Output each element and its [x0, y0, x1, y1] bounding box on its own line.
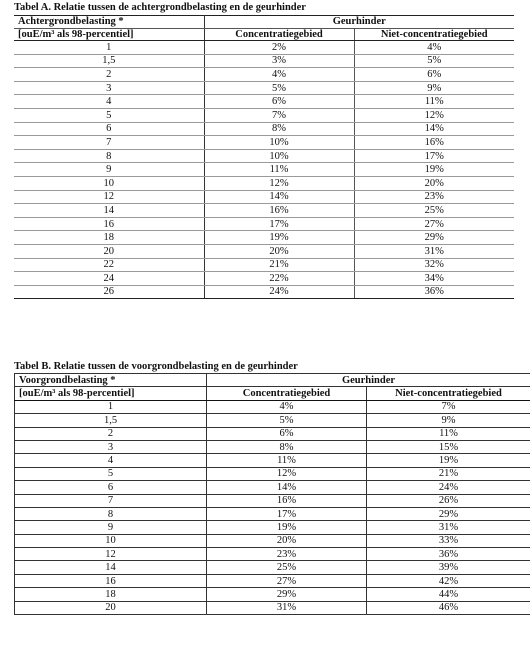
cell-load: 8 — [15, 507, 207, 520]
table-row — [15, 521, 530, 534]
cell-non-concentration: 44% — [367, 588, 530, 601]
table-row — [14, 81, 514, 95]
cell-non-concentration: 6% — [354, 68, 514, 82]
cell-load: 10 — [15, 534, 207, 547]
cell-non-concentration: 36% — [354, 285, 514, 299]
table-a — [14, 15, 514, 299]
table-a-header-non-concentration: Niet-concentratiegebied — [354, 28, 514, 41]
cell-load: 2 — [14, 68, 204, 82]
cell-load: 24 — [14, 272, 204, 286]
table-row — [15, 574, 530, 587]
table-row — [14, 136, 514, 150]
cell-concentration: 19% — [207, 521, 367, 534]
table-row — [15, 507, 530, 520]
cell-non-concentration: 26% — [367, 494, 530, 507]
cell-load: 6 — [15, 481, 207, 494]
table-b-header-non-concentration: Niet-concentratiegebied — [367, 387, 530, 400]
table-row — [14, 54, 514, 68]
cell-load: 20 — [15, 601, 207, 614]
cell-non-concentration: 5% — [354, 54, 514, 68]
cell-concentration: 7% — [204, 108, 354, 122]
cell-non-concentration: 11% — [367, 427, 530, 440]
cell-non-concentration: 46% — [367, 601, 530, 614]
cell-concentration: 2% — [204, 41, 354, 55]
table-row — [15, 440, 530, 453]
cell-concentration: 19% — [204, 231, 354, 245]
cell-non-concentration: 15% — [367, 440, 530, 453]
cell-concentration: 14% — [204, 190, 354, 204]
cell-concentration: 4% — [207, 400, 367, 413]
table-row — [14, 163, 514, 177]
cell-load: 4 — [15, 454, 207, 467]
cell-non-concentration: 4% — [354, 41, 514, 55]
table-a-title: Tabel A. Relatie tussen de achtergrondbelasting en de geurhinder — [14, 2, 306, 13]
table-b-title: Tabel B. Relatie tussen de voorgrondbelasting en de geurhinder — [14, 361, 298, 372]
cell-load: 18 — [15, 588, 207, 601]
table-b-header-group: Geurhinder — [207, 374, 530, 387]
table-row — [15, 400, 530, 413]
table-a-header-concentration: Concentratiegebied — [204, 28, 354, 41]
cell-non-concentration: 32% — [354, 258, 514, 272]
cell-concentration: 29% — [207, 588, 367, 601]
cell-load: 14 — [15, 561, 207, 574]
cell-concentration: 20% — [207, 534, 367, 547]
cell-concentration: 17% — [204, 217, 354, 231]
cell-load: 14 — [14, 204, 204, 218]
cell-non-concentration: 23% — [354, 190, 514, 204]
cell-concentration: 16% — [207, 494, 367, 507]
cell-concentration: 12% — [207, 467, 367, 480]
cell-non-concentration: 24% — [367, 481, 530, 494]
cell-concentration: 3% — [204, 54, 354, 68]
cell-load: 22 — [14, 258, 204, 272]
cell-concentration: 16% — [204, 204, 354, 218]
cell-non-concentration: 19% — [367, 454, 530, 467]
table-row — [15, 561, 530, 574]
cell-load: 2 — [15, 427, 207, 440]
cell-non-concentration: 17% — [354, 149, 514, 163]
cell-non-concentration: 9% — [367, 414, 530, 427]
table-a-header-group: Geurhinder — [204, 16, 514, 29]
cell-load: 5 — [14, 108, 204, 122]
cell-non-concentration: 21% — [367, 467, 530, 480]
cell-non-concentration: 29% — [354, 231, 514, 245]
table-row — [15, 427, 530, 440]
table-row — [14, 231, 514, 245]
cell-non-concentration: 25% — [354, 204, 514, 218]
cell-load: 9 — [14, 163, 204, 177]
table-a-body — [14, 41, 514, 299]
table-row — [15, 601, 530, 614]
cell-load: 3 — [14, 81, 204, 95]
table-row — [14, 190, 514, 204]
cell-concentration: 14% — [207, 481, 367, 494]
table-row — [14, 149, 514, 163]
table-row — [14, 272, 514, 286]
cell-load: 1,5 — [14, 54, 204, 68]
table-b-body — [15, 400, 530, 614]
cell-load: 12 — [15, 548, 207, 561]
cell-load: 16 — [14, 217, 204, 231]
table-row — [14, 122, 514, 136]
cell-non-concentration: 11% — [354, 95, 514, 109]
table-row — [15, 534, 530, 547]
table-row — [15, 548, 530, 561]
cell-load: 26 — [14, 285, 204, 299]
cell-non-concentration: 16% — [354, 136, 514, 150]
table-row — [14, 258, 514, 272]
cell-concentration: 21% — [204, 258, 354, 272]
cell-concentration: 10% — [204, 136, 354, 150]
table-row — [15, 588, 530, 601]
cell-concentration: 25% — [207, 561, 367, 574]
cell-load: 16 — [15, 574, 207, 587]
cell-non-concentration: 39% — [367, 561, 530, 574]
cell-load: 9 — [15, 521, 207, 534]
cell-concentration: 8% — [207, 440, 367, 453]
cell-load: 4 — [14, 95, 204, 109]
table-row — [14, 204, 514, 218]
table-b-header-concentration: Concentratiegebied — [207, 387, 367, 400]
table-row — [14, 41, 514, 55]
table-row — [14, 285, 514, 299]
table-b-header-unit: [ouE/m³ als 98-percentiel] — [15, 387, 207, 400]
cell-non-concentration: 7% — [367, 400, 530, 413]
cell-concentration: 12% — [204, 176, 354, 190]
cell-non-concentration: 31% — [367, 521, 530, 534]
cell-load: 1 — [15, 400, 207, 413]
cell-concentration: 10% — [204, 149, 354, 163]
cell-non-concentration: 14% — [354, 122, 514, 136]
cell-non-concentration: 31% — [354, 244, 514, 258]
cell-non-concentration: 36% — [367, 548, 530, 561]
cell-concentration: 11% — [204, 163, 354, 177]
cell-concentration: 4% — [204, 68, 354, 82]
table-row — [15, 414, 530, 427]
cell-concentration: 6% — [204, 95, 354, 109]
table-b-header-load: Voorgrondbelasting * — [15, 374, 207, 387]
cell-non-concentration: 29% — [367, 507, 530, 520]
cell-concentration: 24% — [204, 285, 354, 299]
cell-load: 1 — [14, 41, 204, 55]
cell-load: 18 — [14, 231, 204, 245]
table-b — [14, 373, 530, 615]
cell-concentration: 31% — [207, 601, 367, 614]
cell-load: 3 — [15, 440, 207, 453]
cell-non-concentration: 27% — [354, 217, 514, 231]
cell-concentration: 11% — [207, 454, 367, 467]
cell-load: 5 — [15, 467, 207, 480]
cell-load: 8 — [14, 149, 204, 163]
cell-load: 10 — [14, 176, 204, 190]
table-row — [15, 481, 530, 494]
table-row — [15, 494, 530, 507]
cell-load: 20 — [14, 244, 204, 258]
cell-load: 1,5 — [15, 414, 207, 427]
cell-concentration: 5% — [207, 414, 367, 427]
cell-concentration: 23% — [207, 548, 367, 561]
table-row — [14, 217, 514, 231]
table-row — [14, 244, 514, 258]
cell-load: 7 — [15, 494, 207, 507]
table-row — [14, 95, 514, 109]
cell-concentration: 20% — [204, 244, 354, 258]
table-a-header-load: Achtergrondbelasting * — [14, 16, 204, 29]
table-a-header-unit: [ouE/m³ als 98-percentiel] — [14, 28, 204, 41]
cell-load: 12 — [14, 190, 204, 204]
table-row — [15, 467, 530, 480]
cell-non-concentration: 19% — [354, 163, 514, 177]
table-row — [14, 68, 514, 82]
table-row — [14, 108, 514, 122]
cell-load: 7 — [14, 136, 204, 150]
cell-non-concentration: 42% — [367, 574, 530, 587]
cell-concentration: 27% — [207, 574, 367, 587]
cell-non-concentration: 33% — [367, 534, 530, 547]
cell-concentration: 6% — [207, 427, 367, 440]
cell-concentration: 8% — [204, 122, 354, 136]
cell-concentration: 22% — [204, 272, 354, 286]
cell-non-concentration: 20% — [354, 176, 514, 190]
table-row — [15, 454, 530, 467]
cell-non-concentration: 9% — [354, 81, 514, 95]
cell-non-concentration: 12% — [354, 108, 514, 122]
table-row — [14, 176, 514, 190]
cell-non-concentration: 34% — [354, 272, 514, 286]
cell-concentration: 5% — [204, 81, 354, 95]
cell-concentration: 17% — [207, 507, 367, 520]
cell-load: 6 — [14, 122, 204, 136]
